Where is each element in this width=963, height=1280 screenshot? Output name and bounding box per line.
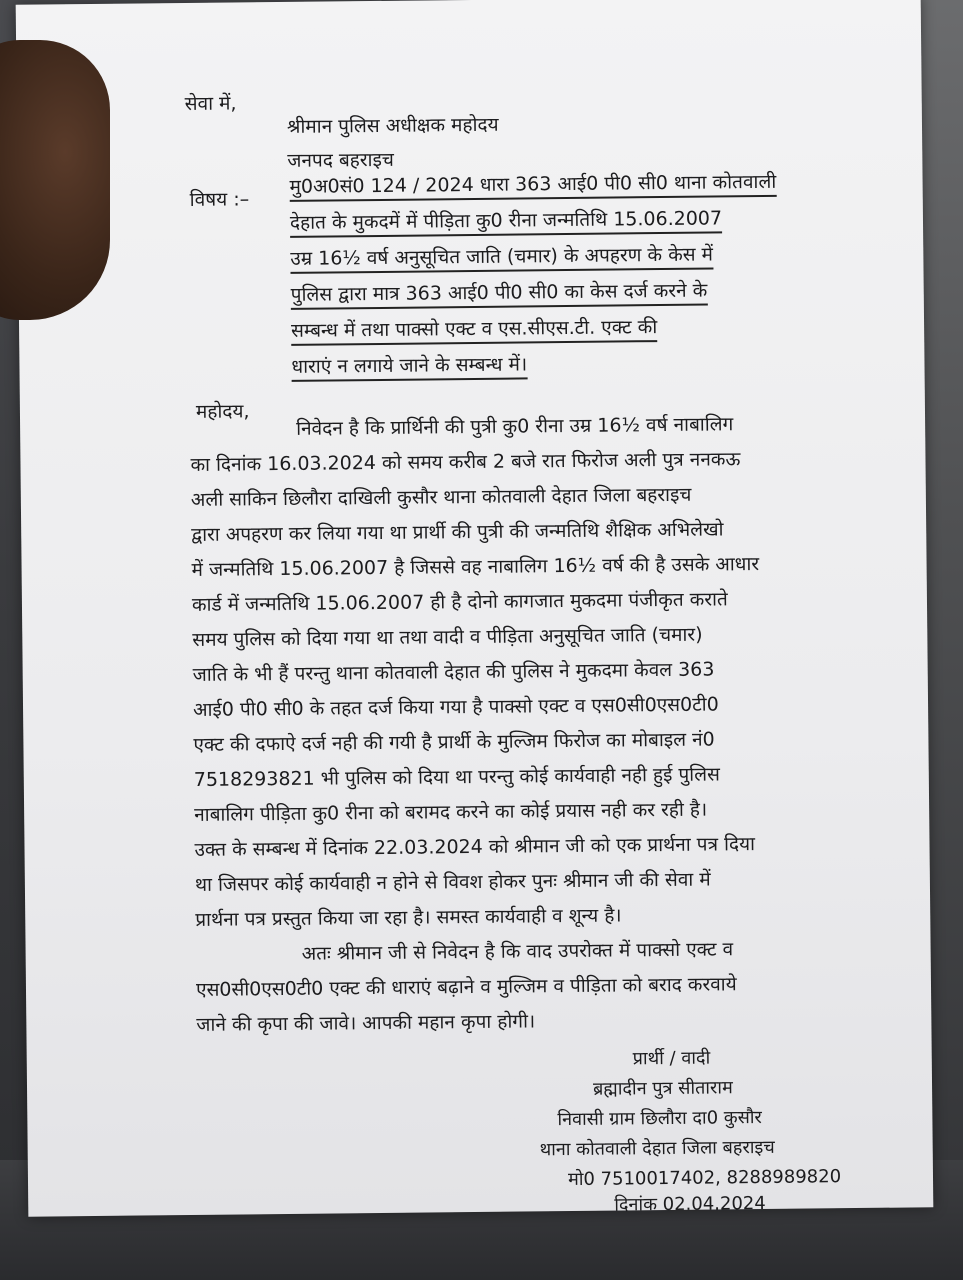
subject-line: देहात के मुकदमें में पीड़िता कु0 रीना जन्मतिथि 15.06.2007 — [290, 209, 722, 238]
body-line: 7518293821 भी पुलिस को दिया था परन्तु कोई कार्यवाही नही हुई पुलिस — [193, 763, 720, 791]
body-line: जाति के भी हैं परन्तु थाना कोतवाली देहात की पुलिस ने मुकदमा केवल 363 — [192, 658, 715, 686]
subject-line: धाराएं न लगाये जाने के सम्बन्ध में। — [291, 355, 527, 381]
recipient-district: जनपद बहराइच — [287, 148, 395, 172]
body-line: द्वारा अपहरण कर लिया गया था प्रार्थी की पुत्री की जन्मतिथि शैक्षिक अभिलेखो — [191, 518, 724, 546]
greeting: महोदय, — [195, 400, 250, 423]
salutation-to: सेवा में, — [184, 92, 237, 116]
subject-line: पुलिस द्वारा मात्र 363 आई0 पी0 सी0 का केस दर्ज करने के — [291, 282, 708, 310]
body-line: कार्ड में जन्मतिथि 15.06.2007 ही है दोनो कागजात मुकदमा पंजीकृत कराते — [191, 588, 728, 616]
body-line: प्रार्थना पत्र प्रस्तुत किया जा रहा है। समस्त कार्यवाही व शून्य है। — [195, 904, 622, 931]
body-line: उक्त के सम्बन्ध में दिनांक 22.03.2024 को श्रीमान जी को एक प्रार्थना पत्र दिया — [194, 833, 756, 861]
body-line: था जिसपर कोई कार्यवाही न होने से विवश होकर पुनः श्रीमान जी की सेवा में — [194, 868, 711, 896]
signature-line: दिनांक 02.04.2024 — [614, 1192, 766, 1216]
signature-line: थाना कोतवाली देहात जिला बहराइच — [539, 1136, 775, 1161]
body-line: जाने की कृपा की जावे। आपकी महान कृपा होगी। — [196, 1010, 536, 1036]
body-line: का दिनांक 16.03.2024 को समय करीब 2 बजे रात फिरोज अली पुत्र ननकऊ — [190, 448, 741, 476]
signature-line: प्रार्थी / वादी — [632, 1047, 711, 1070]
body-line: एस0सी0एस0टी0 एक्ट की धाराएं बढ़ाने व मुल्जिम व पीड़िता को बराद करवाये — [195, 973, 737, 1001]
signature-line: मो0 7510017402, 8288989820 — [567, 1166, 842, 1191]
subject-label: विषय :– — [189, 188, 250, 211]
body-line: अतः श्रीमान जी से निवेदन है कि वाद उपरोक्त में पाक्सो एक्ट व — [301, 938, 734, 965]
subject-line: मु0अ0सं0 124 / 2024 धारा 363 आई0 पी0 सी0 थाना कोतवाली — [290, 173, 777, 202]
signature-line: ब्रह्मादीन पुत्र सीताराम — [592, 1077, 733, 1100]
body-line: एक्ट की दफाऐ दर्ज नही की गयी है प्रार्थी के मुल्जिम फिरोज का मोबाइल नं0 — [193, 728, 715, 756]
letter-paper — [16, 0, 934, 1217]
recipient-title: श्रीमान पुलिस अधीक्षक महोदय — [286, 113, 499, 138]
body-line: निवेदन है कि प्रार्थिनी की पुत्री कु0 रीना उम्र 16½ वर्ष नाबालिग — [296, 413, 734, 440]
subject-line: उम्र 16½ वर्ष अनुसूचित जाति (चमार) के अपहरण के केस में — [290, 245, 713, 273]
body-line: अली साकिन छिलौरा दाखिली कुसौर थाना कोतवाली देहात जिला बहराइच — [190, 483, 692, 511]
holding-thumb — [0, 40, 110, 320]
body-line: समय पुलिस को दिया गया था तथा वादी व पीड़िता अनुसूचित जाति (चमार) — [192, 623, 703, 651]
body-line: आई0 पी0 सी0 के तहत दर्ज किया गया है पाक्सो एक्ट व एस0सी0एस0टी0 — [192, 693, 719, 721]
subject-line: सम्बन्ध में तथा पाक्सो एक्ट व एस.सीएस.टी. एक्ट की — [291, 318, 657, 346]
body-line: में जन्मतिथि 15.06.2007 है जिससे वह नाबालिग 16½ वर्ष की है उसके आधार — [191, 553, 760, 581]
body-line: नाबालिग पीड़िता कु0 रीना को बरामद करने का कोई प्रयास नही कर रही है। — [194, 798, 708, 826]
signature-line: निवासी ग्राम छिलौरा दा0 कुसौर — [557, 1107, 762, 1131]
